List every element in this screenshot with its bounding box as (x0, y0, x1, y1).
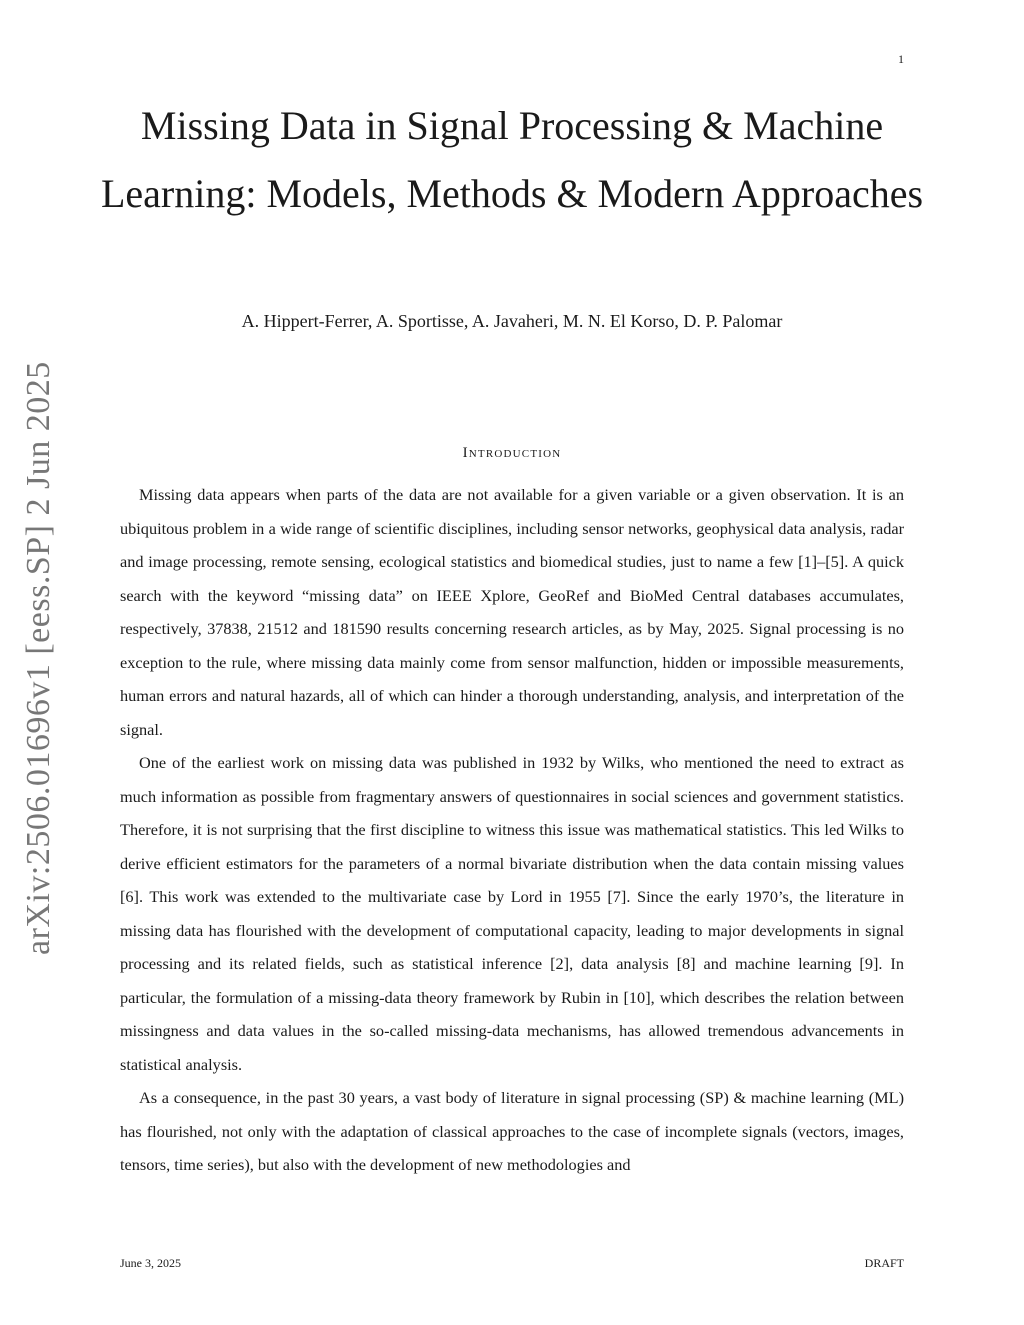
introduction-body (120, 478, 904, 1182)
page-number: 1 (898, 52, 904, 66)
footer-date: June 3, 2025 (120, 1256, 181, 1270)
author-list: A. Hippert-Ferrer, A. Sportisse, A. Javaheri, M. N. El Korso, D. P. Palomar (241, 311, 783, 331)
paper-title: Missing Data in Signal Processing & Machine Learning: Models, Methods & Modern Approaches (100, 103, 924, 216)
section-heading-introduction: Introduction (462, 445, 562, 461)
paragraph: Missing data appears when parts of the data are not available for a given variable or a given observation. It is an ubiquitous problem in a wide range of scientific disciplines, including sensor networks, geophysical data analysis, radar and image processing, remote sensing, ecological statistics and biomedical studies, just to name a few [1]–[5]. A quick search with the keyword “missing data” on IEEE Xplore, GeoRef and BioMed Central databases accumulates, respectively, 37838, 21512 and 181590 results concerning research articles, as by May, 2025. Signal processing is no exception to the rule, where missing data mainly come from sensor malfunction, hidden or impossible measurements, human errors and natural hazards, all of which can hinder a thorough understanding, analysis, and interpretation of the signal. (120, 485, 904, 739)
paragraph: As a consequence, in the past 30 years, a vast body of literature in signal processing (SP) & machine learning (ML) has flourished, not only with the adaptation of classical approaches to the case of incomplete signals (vectors, images, tensors, time series), but also with the development of new methodologies and (120, 1088, 904, 1174)
arxiv-identifier: arXiv:2506.01696v1 [eess.SP] 2 Jun 2025 (20, 361, 57, 955)
footer-draft-label: DRAFT (864, 1256, 904, 1270)
paragraph: One of the earliest work on missing data was published in 1932 by Wilks, who mentioned the need to extract as much information as possible from fragmentary answers of questionnaires in social sciences and government statistics. Therefore, it is not surprising that the first discipline to witness this issue was mathematical statistics. This led Wilks to derive efficient estimators for the parameters of a normal bivariate distribution when the data contain missing values [6]. This work was extended to the multivariate case by Lord in 1955 [7]. Since the early 1970’s, the literature in missing data has flourished with the development of computational capacity, leading to major developments in signal processing and its related fields, such as statistical inference [2], data analysis [8] and machine learning [9]. In particular, the formulation of a missing-data theory framework by Rubin in [10], which describes the relation between missingness and data values in the so-called missing-data mechanisms, has allowed tremendous advancements in statistical analysis. (120, 753, 904, 1074)
